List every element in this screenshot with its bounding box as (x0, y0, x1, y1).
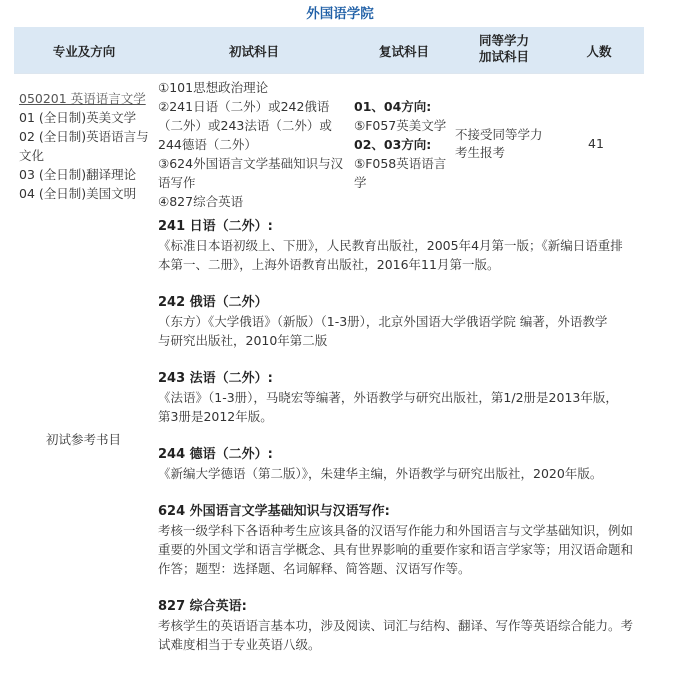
reference-heading: 243 法语（二外）: (158, 371, 273, 386)
header-major: 专业及方向 (52, 44, 116, 59)
equivalent-line: 不接受同等学力 (455, 127, 543, 142)
initial-subject-line: 244德语（二外） (158, 137, 257, 152)
initial-subject-line: ③624外国语言文学基础知识与汉 (158, 156, 344, 171)
direction-02-cont: 文化 (19, 148, 45, 163)
reference-heading: 827 综合英语: (158, 599, 247, 614)
reference-heading: 244 德语（二外）: (158, 447, 273, 462)
reference-text: 《法语》（1-3册），马晓宏等编著，外语教学与研究出版社，第1/2册是2013年版， (158, 390, 618, 405)
initial-subjects-cell (158, 78, 353, 211)
reference-heading: 242 俄语（二外） (158, 295, 268, 310)
reference-entry (158, 370, 642, 426)
retest-direction-heading: 01、04方向: (354, 99, 432, 114)
header-equivalent-line1: 同等学力 (478, 33, 529, 48)
reference-text: （东方）《大学俄语》（新版）（1-3册），北京外国语大学俄语学院 编著，外语教学 (158, 314, 608, 329)
retest-subjects-cell (354, 97, 454, 192)
initial-subject-line: ②241日语（二外）或242俄语 (158, 99, 330, 114)
reference-entry (158, 294, 642, 350)
major-code-link[interactable]: 050201 英语语言文学 (19, 91, 146, 106)
reference-text: 作答；题型：选择题、名词解释、简答题、汉语写作等。 (158, 561, 471, 576)
reference-entry (158, 598, 642, 654)
header-equivalent-line2: 加试科目 (478, 49, 529, 64)
initial-subject-line: （二外）或243法语（二外）或 (158, 118, 332, 133)
initial-subject-line: ①101思想政治理论 (158, 80, 269, 95)
direction-04: 04 (全日制)美国文明 (19, 186, 137, 201)
reference-text: 与研究出版社，2010年第二版 (158, 333, 328, 348)
direction-01: 01 (全日制)英美文学 (19, 110, 137, 125)
reference-books-list (158, 218, 642, 674)
direction-02: 02 (全日制)英语语言与 (19, 129, 149, 144)
reference-text: 重要的外国文学和语言学概念、具有世界影响的重要作家和语言学家等；用汉语命题和 (158, 542, 634, 557)
major-cell (19, 89, 149, 203)
reference-text: 考核学生的英语语言基本功，涉及阅读、词汇与结构、翻译、写作等英语综合能力。考 (158, 618, 634, 633)
page-title: 外国语学院 (306, 6, 374, 22)
reference-heading: 241 日语（二外）: (158, 219, 273, 234)
equivalent-cell (455, 126, 555, 162)
header-divider (14, 73, 644, 74)
reference-entry (158, 218, 642, 274)
reference-entry (158, 446, 642, 483)
retest-subject-line: ⑤F058英语语言 (354, 156, 447, 171)
reference-text: 《新编大学德语（第二版）》，朱建华主编，外语教学与研究出版社，2020年版。 (158, 466, 603, 481)
reference-books-label: 初试参考书目 (46, 432, 122, 447)
enrollment-count: 41 (588, 136, 604, 151)
reference-entry (158, 503, 642, 578)
reference-text: 第3册是2012年版。 (158, 409, 273, 424)
reference-text: 试难度相当于专业英语八级。 (158, 637, 321, 652)
retest-subject-line: 学 (354, 175, 367, 190)
initial-subject-line: ④827综合英语 (158, 194, 244, 209)
initial-subject-line: 语写作 (158, 175, 196, 190)
reference-text: 考核一级学科下各语种考生应该具备的汉语写作能力和外国语言与文学基础知识，例如 (158, 523, 634, 538)
equivalent-line: 考生报考 (455, 145, 506, 160)
reference-text: 《标准日本语初级上、下册》，人民教育出版社，2005年4月第一版；《新编日语重排 (158, 238, 623, 253)
header-equivalent-extra (454, 33, 554, 65)
header-retest-subjects: 复试科目 (378, 44, 429, 59)
retest-direction-heading: 02、03方向: (354, 137, 432, 152)
direction-03: 03 (全日制)翻译理论 (19, 167, 137, 182)
reference-text: 本第一、二册》，上海外语教育出版社，2016年11月第一版。 (158, 257, 500, 272)
reference-heading: 624 外国语言文学基础知识与汉语写作: (158, 504, 390, 519)
retest-subject-line: ⑤F057英美文学 (354, 118, 447, 133)
header-count: 人数 (586, 44, 612, 59)
header-initial-subjects: 初试科目 (228, 44, 279, 59)
table-header (14, 27, 644, 73)
